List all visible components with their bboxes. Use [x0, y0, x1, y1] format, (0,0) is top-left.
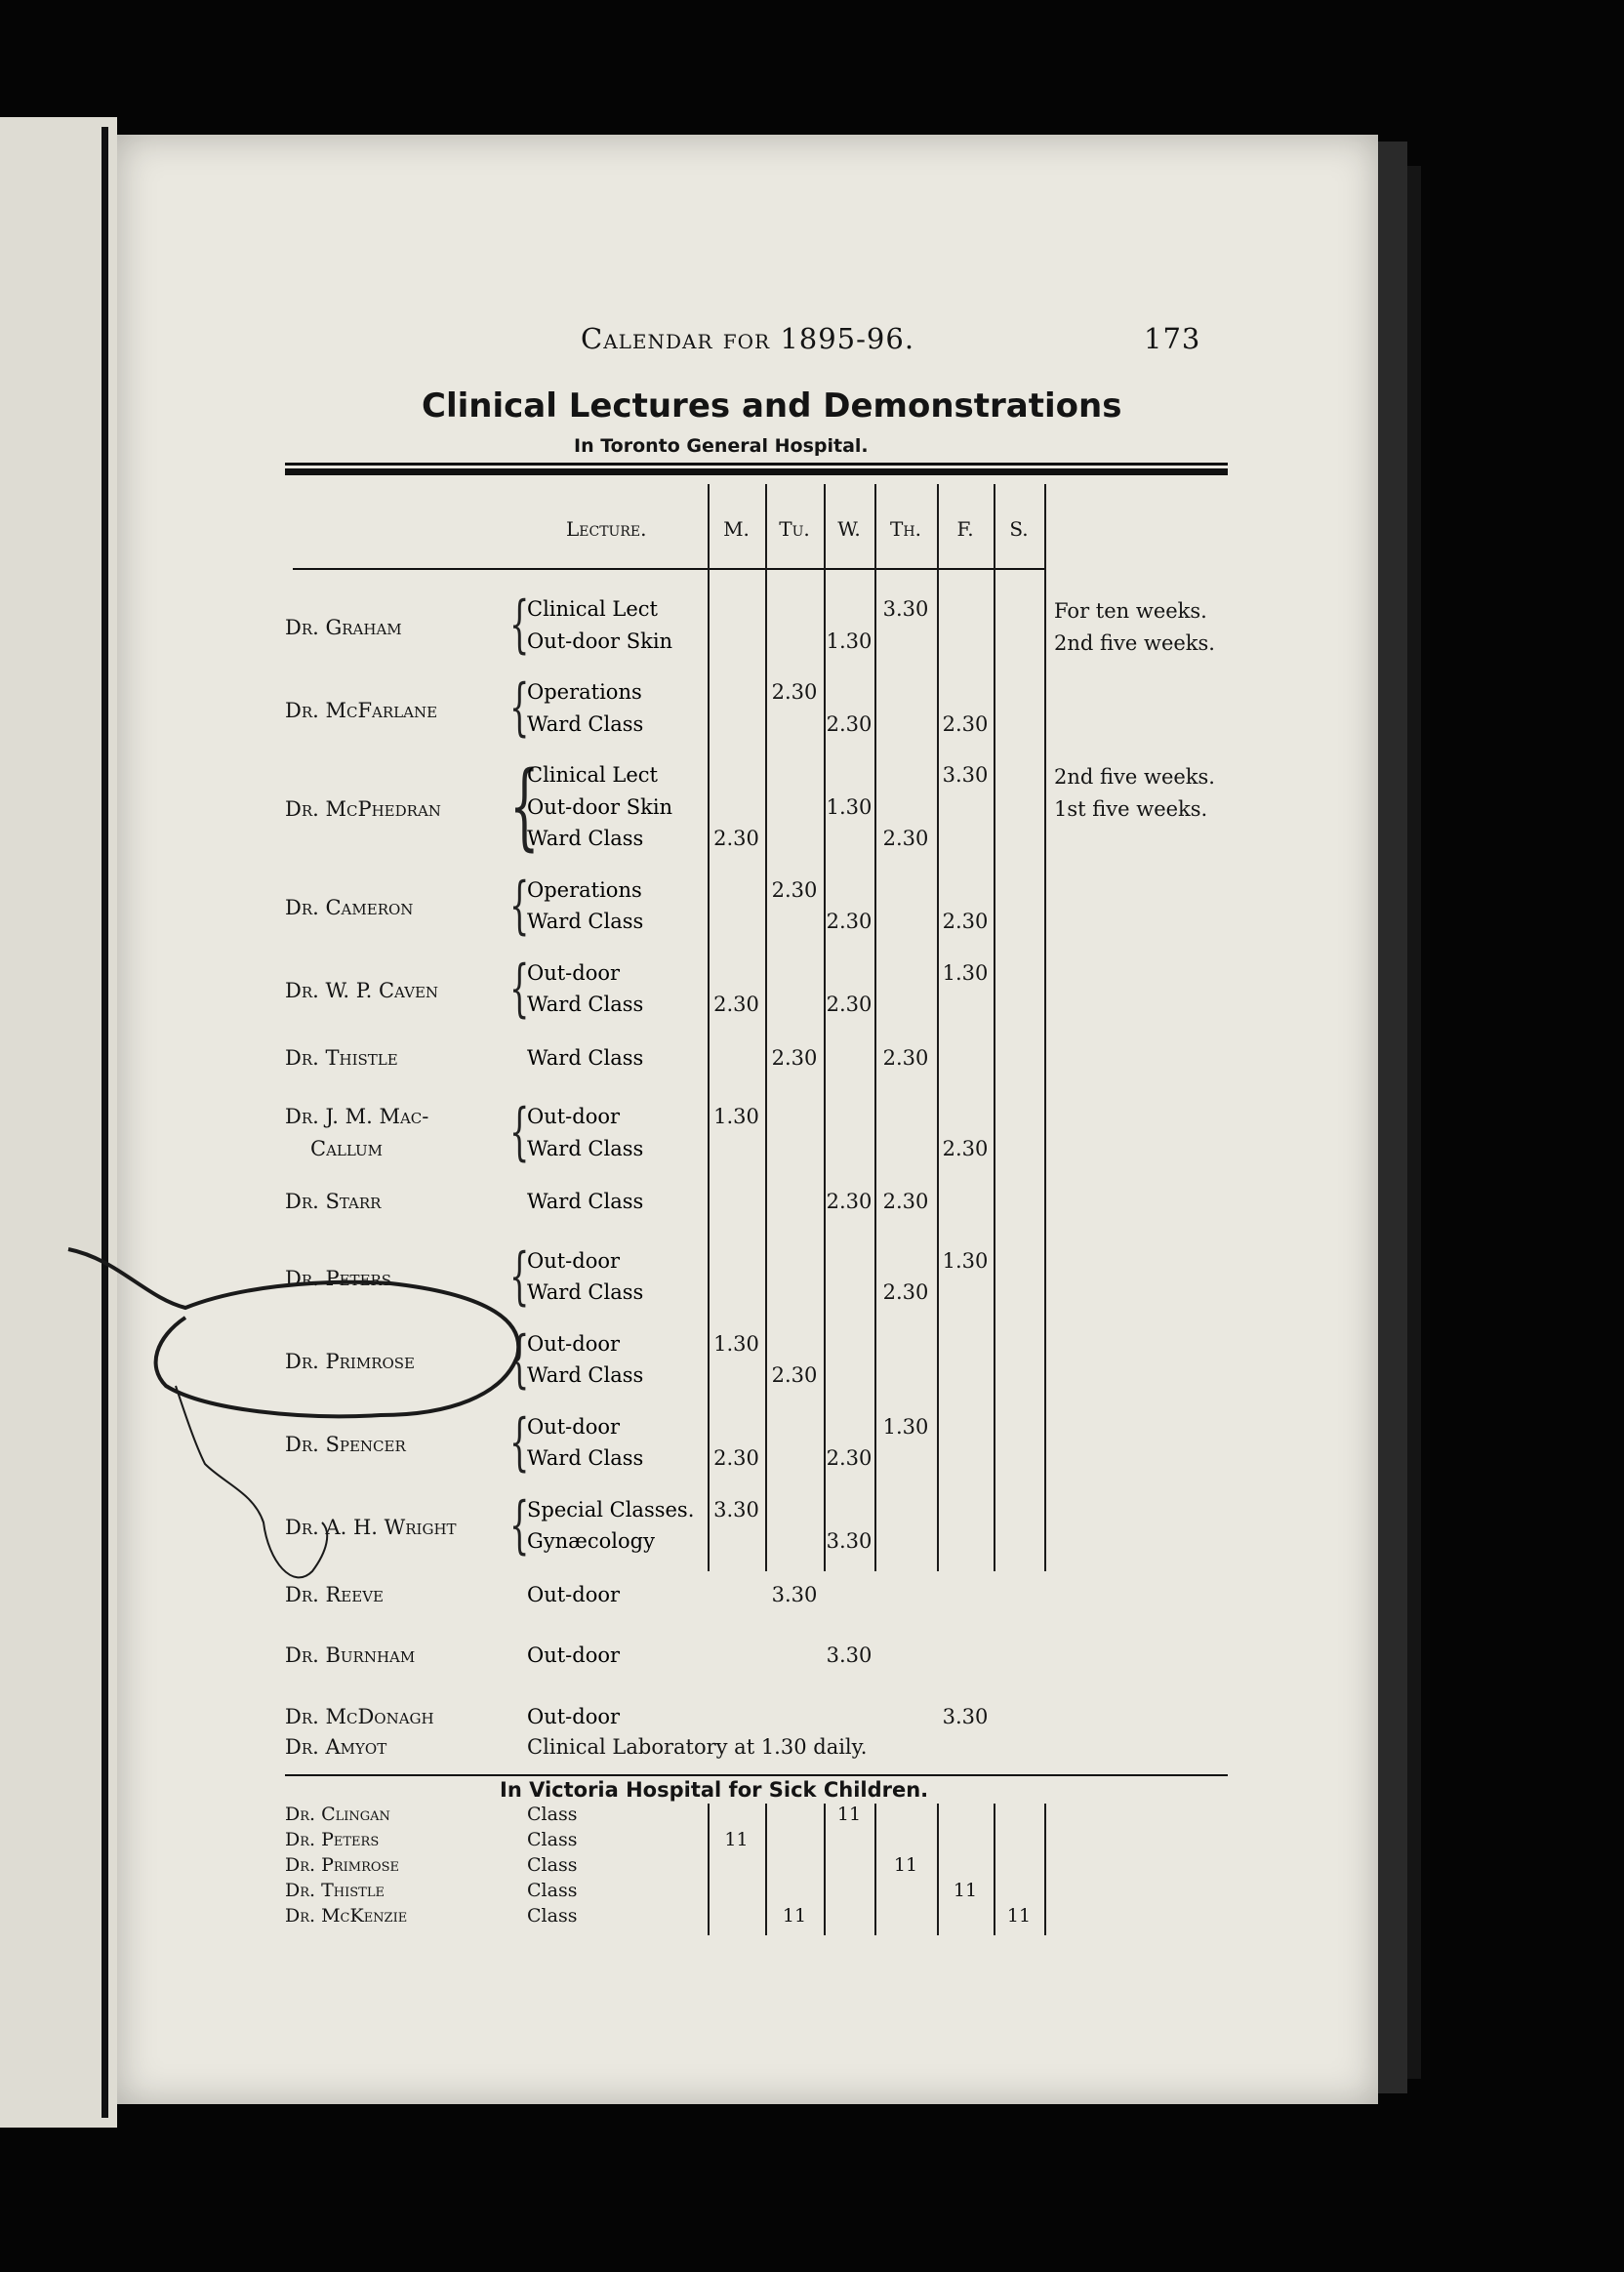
- column-header-1: Tu.: [779, 517, 810, 541]
- victoria-time-cell: 11: [724, 1829, 749, 1850]
- victoria-doctor-name: Dr. Peters: [285, 1829, 380, 1850]
- doctor-name: Dr. Starr: [285, 1190, 382, 1214]
- running-title: Calendar for 1895-96.: [581, 322, 915, 355]
- victoria-lecture-type: Class: [527, 1829, 578, 1850]
- time-cell: 3.30: [826, 1643, 873, 1668]
- lecture-type: Out-door: [527, 1704, 621, 1728]
- column-line-end: [1044, 484, 1046, 1571]
- time-cell: 2.30: [771, 680, 818, 704]
- lecture-type: Ward Class: [527, 1363, 644, 1387]
- time-cell: 3.30: [882, 597, 929, 621]
- handwritten-circle-annotation: [59, 1239, 742, 1659]
- time-cell: 1.30: [942, 960, 989, 985]
- lecture-type: Ward Class: [527, 1280, 644, 1304]
- doctor-name: Dr. McPhedran: [285, 796, 441, 821]
- page-title: Clinical Lectures and Demonstrations: [422, 386, 1122, 426]
- schedule-note: For ten weeks.: [1054, 599, 1207, 623]
- column-header-5: S.: [1009, 517, 1029, 541]
- doctor-name-amyot: Dr. Amyot: [285, 1735, 387, 1759]
- victoria-doctor-name: Dr. Thistle: [285, 1880, 385, 1901]
- schedule-note: 2nd five weeks.: [1054, 765, 1215, 789]
- brace-icon: {: [509, 588, 530, 661]
- time-cell: 1.30: [713, 1331, 759, 1356]
- column-header-4: F.: [956, 517, 974, 541]
- brace-icon: {: [509, 952, 530, 1025]
- lecture-type: Ward Class: [527, 1190, 644, 1214]
- lecture-type: Out-door: [527, 1105, 621, 1128]
- time-cell: 1.30: [882, 1414, 929, 1439]
- brace-icon: {: [509, 671, 530, 744]
- time-cell: 2.30: [882, 1280, 929, 1304]
- victoria-lecture-type: Class: [527, 1854, 578, 1876]
- doctor-name: Dr. McFarlane: [285, 698, 438, 722]
- top-rule-thick: [285, 468, 1228, 475]
- doctor-name: Dr. Thistle: [285, 1045, 398, 1070]
- doctor-name: Dr. Burnham: [285, 1643, 416, 1668]
- victoria-time-cell: 11: [893, 1854, 918, 1876]
- time-cell: 2.30: [771, 1045, 818, 1070]
- lecture-type: Ward Class: [527, 827, 644, 850]
- time-cell: 2.30: [826, 1190, 873, 1214]
- time-cell: 2.30: [713, 827, 759, 850]
- column-header-0: M.: [723, 517, 750, 541]
- page-edge: [1378, 142, 1407, 2093]
- victoria-column-line-0: [708, 1804, 710, 1935]
- brace-icon: {: [509, 1488, 530, 1562]
- time-cell: 2.30: [826, 993, 873, 1016]
- amyot-lab-text: Clinical Laboratory at 1.30 daily.: [527, 1735, 868, 1759]
- time-cell: 1.30: [942, 1248, 989, 1273]
- lecture-type: Clinical Lect: [527, 763, 658, 787]
- top-rule-thin: [285, 463, 1228, 466]
- victoria-time-cell: 11: [782, 1905, 807, 1927]
- lecture-type: Out-door: [527, 1414, 621, 1439]
- schedule-note: 1st five weeks.: [1054, 796, 1208, 821]
- lecture-type: Out-door Skin: [527, 629, 673, 653]
- brace-icon: {: [509, 869, 530, 942]
- brace-icon: {: [509, 1239, 530, 1313]
- doctor-name: Dr. W. P. Caven: [285, 979, 439, 1002]
- page-subtitle: In Toronto General Hospital.: [574, 435, 869, 457]
- lecture-type: Ward Class: [527, 910, 644, 933]
- brace-icon: {: [509, 1322, 530, 1396]
- victoria-lecture-type: Class: [527, 1905, 578, 1927]
- time-cell: 3.30: [713, 1497, 759, 1521]
- time-cell: 2.30: [882, 1190, 929, 1214]
- time-cell: 3.30: [942, 763, 989, 787]
- time-cell: 1.30: [713, 1105, 759, 1128]
- lecture-type: Out-door Skin: [527, 794, 673, 819]
- time-cell: 2.30: [826, 1446, 873, 1470]
- victoria-lecture-type: Class: [527, 1804, 578, 1825]
- lecture-type: Gynæcology: [527, 1529, 655, 1553]
- victoria-lecture-type: Class: [527, 1880, 578, 1901]
- victoria-time-cell: 11: [1006, 1905, 1032, 1927]
- doctor-name: Dr. A. H. Wright: [285, 1516, 457, 1539]
- lecture-type: Operations: [527, 680, 642, 704]
- left-page-margin: [0, 117, 117, 2128]
- column-line-4: [937, 484, 939, 1571]
- page-edge-dark: [1407, 166, 1421, 2079]
- time-cell: 2.30: [942, 711, 989, 736]
- lecture-type: Operations: [527, 877, 642, 902]
- victoria-section-title: In Victoria Hospital for Sick Children.: [500, 1778, 929, 1802]
- doctor-name: Dr. McDonagh: [285, 1704, 434, 1728]
- doctor-name: Dr. Primrose: [285, 1350, 416, 1373]
- column-line-1: [765, 484, 767, 1571]
- time-cell: 2.30: [771, 1363, 818, 1387]
- lecture-type: Ward Class: [527, 993, 644, 1016]
- column-line-5: [994, 484, 995, 1571]
- lecture-type: Out-door: [527, 1248, 621, 1273]
- time-cell: 2.30: [713, 993, 759, 1016]
- time-cell: 3.30: [942, 1704, 989, 1728]
- brace-icon: {: [509, 1405, 530, 1479]
- page-number: 173: [1144, 322, 1201, 355]
- time-cell: 2.30: [771, 877, 818, 902]
- time-cell: 2.30: [713, 1446, 759, 1470]
- lecture-type: Out-door: [527, 1582, 621, 1606]
- doctor-name: Dr. Spencer: [285, 1433, 406, 1456]
- victoria-time-cell: 11: [953, 1880, 978, 1901]
- victoria-time-cell: 11: [836, 1804, 862, 1825]
- doctor-name-line1: Dr. J. M. Mac-: [285, 1105, 429, 1128]
- victoria-doctor-name: Dr. Primrose: [285, 1854, 399, 1876]
- time-cell: 2.30: [826, 910, 873, 933]
- victoria-doctor-name: Dr. Clingan: [285, 1804, 390, 1825]
- header-underline: [293, 568, 1044, 570]
- victoria-column-line-3: [874, 1804, 876, 1935]
- lecture-type: Out-door: [527, 1331, 621, 1356]
- lecture-type: Ward Class: [527, 711, 644, 736]
- time-cell: 2.30: [882, 827, 929, 850]
- time-cell: 2.30: [882, 1045, 929, 1070]
- column-header-lecture: Lecture.: [566, 517, 647, 541]
- lecture-type: Out-door: [527, 960, 621, 985]
- time-cell: 3.30: [771, 1582, 818, 1606]
- doctor-name-line2: Callum: [310, 1136, 384, 1160]
- column-header-2: W.: [837, 517, 861, 541]
- lecture-type: Ward Class: [527, 1045, 644, 1070]
- lecture-type: Clinical Lect: [527, 597, 658, 621]
- lecture-type: Out-door: [527, 1643, 621, 1668]
- time-cell: 2.30: [826, 711, 873, 736]
- binding-spine: [102, 127, 108, 2118]
- lecture-type: Ward Class: [527, 1446, 644, 1470]
- time-cell: 1.30: [826, 794, 873, 819]
- time-cell: 1.30: [826, 629, 873, 653]
- column-header-3: Th.: [890, 517, 921, 541]
- victoria-doctor-name: Dr. McKenzie: [285, 1905, 408, 1927]
- doctor-name: Dr. Peters: [285, 1267, 392, 1290]
- brace-icon: {: [509, 751, 540, 861]
- doctor-name: Dr. Cameron: [285, 896, 414, 919]
- brace-icon: {: [509, 1096, 530, 1168]
- lecture-type: Ward Class: [527, 1136, 644, 1160]
- lecture-type: Special Classes.: [527, 1497, 695, 1521]
- time-cell: 2.30: [942, 910, 989, 933]
- doctor-name: Dr. Graham: [285, 615, 402, 639]
- victoria-column-line-4: [937, 1804, 939, 1935]
- victoria-column-line-1: [765, 1804, 767, 1935]
- doctor-name: Dr. Reeve: [285, 1582, 384, 1606]
- time-cell: 2.30: [942, 1136, 989, 1160]
- victoria-rule: [285, 1774, 1228, 1776]
- schedule-note: 2nd five weeks.: [1054, 630, 1215, 655]
- time-cell: 3.30: [826, 1529, 873, 1553]
- victoria-column-line-6: [1044, 1804, 1046, 1935]
